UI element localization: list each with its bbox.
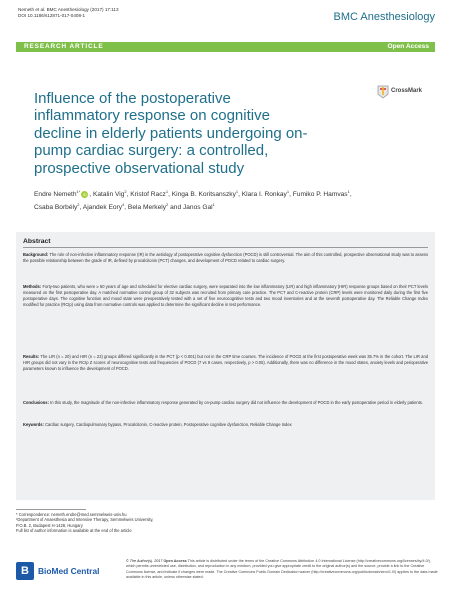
author-affiliation-marker: 4: [122, 202, 125, 208]
footnote-rule: [16, 509, 86, 510]
author-name: Klara I. Ronkay: [241, 191, 287, 199]
title-line: pump cardiac surgery: a controlled,: [34, 142, 269, 160]
author-name: Kristof Racz: [130, 191, 166, 199]
affiliation-line: ¹Department of Anaesthesia and Intensive Therapy, Semmelweis University,: [16, 517, 154, 523]
conclusions-text: In this study, the magnitude of the non-infective inflammatory response generated by on-pump cardiac surgery did not influence the development of POCD in the early postoperative period in elderly patients.: [50, 400, 423, 405]
background-label: Background:: [23, 252, 49, 257]
biomed-central-logo: [16, 562, 126, 580]
author-name: Fumiko P. Hamvas: [292, 191, 348, 199]
title-line: prospective observational study: [34, 159, 245, 177]
abstract-methods: [23, 284, 428, 309]
abstract-conclusions: [23, 400, 428, 406]
bmc-logo-text: BioMed Central: [38, 566, 100, 576]
abstract-divider: [23, 247, 428, 248]
keywords-label: Keywords:: [23, 422, 44, 427]
title-line: Influence of the postoperative: [34, 90, 231, 107]
author-affiliation-marker: 1: [165, 189, 169, 194]
license-text: [126, 559, 438, 581]
copyright-line: © The Author(s). 2017: [126, 559, 163, 563]
author-name: Csaba Borbély: [34, 204, 78, 212]
abstract-keywords: [23, 422, 428, 428]
author-info-note: Full list of author information is available at the end of the article: [16, 528, 132, 534]
correspondence-block: [16, 509, 276, 534]
conclusions-label: Conclusions:: [23, 400, 49, 405]
open-access-tag: Open Access: [163, 559, 187, 563]
citation-line: Nemeth et al. BMC Anesthesiology (2017) 17:113: [18, 7, 119, 12]
license-body: This article is distributed under the terms of the Creative Commons Attribution 4.0 International License (http://creativecommons.org/licenses/by/4.0/), which permits unrestricted use, distribution, and reproduction in any medium, provided you give appropriate credit to the original author(s) and the source, provide a link to the Creative Commons license, and indicate if changes were made. The Creative Commons Public Domain Dedication waiver (http://creativecommons.org/publicdomain/zero/1.0/) applies to the data made available in this article, unless otherwise stated.: [126, 559, 438, 580]
author-name: Kinga B. Koritsanszky: [171, 191, 236, 199]
running-header: [18, 7, 119, 19]
abstract-background: [23, 252, 428, 264]
crossmark-icon: [377, 85, 389, 99]
keywords-text: Cardiac surgery, Cardiopulmonary bypass, Procalcitonin, C-reactive protein, Postoperative cognitive dysfunction, Reliable Change Index: [45, 422, 292, 427]
open-access-label: Open Access: [387, 43, 429, 50]
article-type-label: RESEARCH ARTICLE: [24, 43, 104, 50]
author-name: Katalin Vig: [92, 191, 125, 199]
background-text: The role of non-infective inflammatory response (IR) in the aetiology of postoperative cognitive dysfunction (POCD) is still controversial. The aim of this controlled, prospective observational study was to assess the possible relationship between the grade of IR, defined by procalcitonin (PCT) changes, and development of POCD related to cardiac surgery.: [23, 252, 428, 264]
journal-name: BMC Anesthesiology: [333, 11, 435, 23]
author-name: Bela Merkely: [127, 204, 167, 212]
crossmark-badge[interactable]: [377, 84, 427, 102]
author-affiliation-marker: 1: [212, 202, 215, 208]
author-name: Janos Gal: [182, 204, 213, 212]
author-affiliation-marker: 1: [286, 189, 290, 194]
author-affiliation-marker: 1: [235, 189, 239, 194]
article-title: [34, 90, 354, 177]
abstract-results: [23, 354, 428, 372]
title-line: decline in elderly patients undergoing on-: [34, 124, 308, 142]
title-line: inflammatory response on cognitive: [34, 107, 270, 125]
author-affiliation-marker: 2: [77, 202, 80, 208]
orcid-icon[interactable]: iD: [82, 191, 87, 197]
author-name: Endre Nemeth: [34, 191, 77, 199]
author-list: Endre Nemeth$^{1*}$iD , Katalin Vig$^2$, Kristof Racz$^1$, Kinga B. Koritsanszky$^1$, Klara I. Ronkay$^1$, Fumiko P. Hamvas$^1$, Csaba Borbély$^2$, Ajandek Eory$^4$, Bela Merkely$^2$ and Janos Gal$^1$: [34, 189, 352, 212]
author-affiliation-marker: 1*: [76, 189, 81, 194]
results-label: Results:: [23, 354, 40, 359]
abstract-heading: Abstract: [23, 238, 51, 245]
article-type-banner: [16, 42, 435, 52]
bmc-logo-icon: B: [16, 562, 34, 580]
author-affiliation-marker: 2: [124, 189, 127, 194]
abstract-box: [16, 232, 435, 500]
results-text: The LIR (n = 20) and HIR (n = 22) groups differed significantly in the PCT (p < 0.001) but not in the CRP time courses. The incidence of POCD at the first postoperative week was 35.7% in the cohort. The LIR and HIR groups did not vary in the RCIp Z scores of neurocognitive tests and frequencies of POCD (7 vs 8 cases, respectively, p > 0.05). Additionally, there was no difference in the mood states, anxiety levels and perioperative parameters known to influence the development of POCD.: [23, 354, 428, 372]
affiliation-address: P.O.B. 2, Budapest H-1428, Hungary: [16, 522, 83, 528]
author-affiliation-marker: 2: [166, 202, 169, 208]
doi-line[interactable]: DOI 10.1186/s12871-017-0408-1: [18, 13, 86, 19]
author-name: Ajandek Eory: [82, 204, 123, 212]
methods-text: Forty-two patients, who were ≥ 60 years of age and scheduled for elective cardiac surgery, were separated into the low inflammatory (LIR) and high inflammatory (HIR) response groups based on their PCT levels measured on the first postoperative day. A matched normative control group of 32 subjects was recruited from primary care practice. The PCT and C-reactive protein (CRP) levels were monitored daily during the first five postoperative days. The cognitive function and mood state were preoperatively tested with a set of five neurocognitive tests and two mood inventories and at the seventh postoperative day. The Reliable Change Index modified for practice (RCIp) using data from normative controls was applied to determine the significant decline in test performance.: [23, 284, 428, 308]
author-affiliation-marker: 1: [347, 189, 350, 194]
correspondence-email[interactable]: * Correspondence: nemeth.endre@med.semmelweis-univ.hu: [16, 511, 127, 517]
crossmark-label: CrossMark: [391, 88, 423, 94]
methods-label: Methods:: [23, 284, 42, 289]
